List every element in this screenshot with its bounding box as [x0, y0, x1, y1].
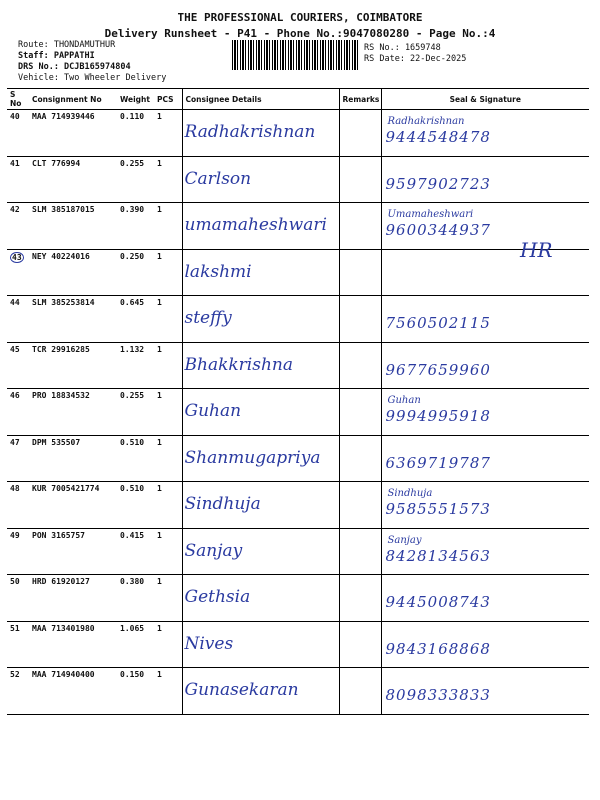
company-title: THE PROFESSIONAL COURIERS, COIMBATORE — [177, 11, 423, 24]
cell-sno: 42 — [7, 203, 29, 250]
table-row — [7, 621, 589, 668]
cell-consignment: PON 3165757 — [29, 528, 117, 575]
cell-remarks — [339, 203, 381, 250]
col-signature: Seal & Signature — [381, 89, 589, 110]
cell-pcs: 1 — [154, 296, 182, 343]
cell-signature — [381, 435, 589, 482]
cell-sno: 47 — [7, 435, 29, 482]
consignee-name: Carlson — [184, 168, 252, 189]
consignee-name: umamaheshwari — [184, 215, 327, 235]
table-row — [7, 482, 589, 529]
consignee-name: Bhakkrishna — [184, 354, 293, 375]
table-row — [7, 528, 589, 575]
recipient-phone: 9597902723 — [385, 174, 491, 193]
cell-signature — [381, 110, 589, 157]
cell-pcs: 1 — [154, 156, 182, 203]
cell-weight: 1.132 — [117, 342, 154, 389]
cell-consignee — [182, 342, 339, 389]
cell-weight: 0.250 — [117, 249, 154, 296]
table-row — [7, 575, 589, 622]
cell-remarks — [339, 110, 381, 157]
cell-pcs: 1 — [154, 575, 182, 622]
consignee-name: Shanmugapriya — [184, 447, 321, 468]
cell-sno: 45 — [7, 342, 29, 389]
col-sno: S No — [7, 89, 29, 110]
cell-remarks — [339, 575, 381, 622]
cell-weight: 0.390 — [117, 203, 154, 250]
cell-remarks — [339, 296, 381, 343]
col-pcs: PCS — [154, 89, 182, 110]
signature: Sanjay — [387, 534, 422, 546]
cell-pcs: 1 — [154, 389, 182, 436]
recipient-phone: 6369719787 — [385, 453, 491, 472]
cell-remarks — [339, 528, 381, 575]
table-row — [7, 110, 589, 157]
cell-weight: 0.510 — [117, 435, 154, 482]
cell-consignment: TCR 29916285 — [29, 342, 117, 389]
col-consignment: Consignment No — [29, 89, 117, 110]
cell-pcs: 1 — [154, 203, 182, 250]
table-row — [7, 203, 589, 250]
cell-sno: 50 — [7, 575, 29, 622]
cell-weight: 0.645 — [117, 296, 154, 343]
recipient-phone: 9444548478 — [385, 128, 491, 146]
cell-sno: 46 — [7, 389, 29, 436]
cell-consignment: SLM 385253814 — [29, 296, 117, 343]
cell-weight: 0.415 — [117, 528, 154, 575]
vehicle-label: Vehicle: Two Wheeler Delivery — [18, 73, 167, 83]
recipient-phone: 9677659960 — [385, 360, 491, 379]
cell-consignee — [182, 203, 339, 250]
cell-sno: 44 — [7, 296, 29, 343]
cell-consignee — [182, 668, 339, 715]
cell-weight: 0.380 — [117, 575, 154, 622]
cell-remarks — [339, 156, 381, 203]
table-header-row — [7, 89, 589, 110]
cell-sno: 51 — [7, 621, 29, 668]
recipient-phone: 8428134563 — [385, 546, 491, 565]
cell-sno: 48 — [7, 482, 29, 529]
recipient-phone: 9585551573 — [385, 500, 491, 518]
cell-remarks — [339, 249, 381, 296]
cell-weight: 0.510 — [117, 482, 154, 529]
drs-label: DRS No.: DCJB165974804 — [18, 62, 131, 72]
consignee-name: Guhan — [184, 401, 242, 421]
cell-consignee — [182, 296, 339, 343]
recipient-phone: 9843168868 — [385, 639, 491, 658]
cell-signature — [381, 296, 589, 343]
rs-date: RS Date: 22-Dec-2025 — [364, 54, 467, 64]
cell-pcs: 1 — [154, 342, 182, 389]
cell-consignee — [182, 528, 339, 575]
cell-sno: 49 — [7, 528, 29, 575]
cell-pcs: 1 — [154, 435, 182, 482]
cell-remarks — [339, 621, 381, 668]
consignee-name: lakshmi — [184, 261, 252, 282]
table-row — [7, 389, 589, 436]
cell-consignment: CLT 776994 — [29, 156, 117, 203]
recipient-phone: 9994995918 — [385, 407, 491, 425]
signature: Sindhuja — [387, 488, 433, 499]
cell-consignee — [182, 389, 339, 436]
table-row — [7, 342, 589, 389]
table-row — [7, 435, 589, 482]
cell-consignee — [182, 249, 339, 296]
cell-signature — [381, 156, 589, 203]
col-remarks: Remarks — [339, 89, 381, 110]
cell-signature — [381, 389, 589, 436]
cell-consignee — [182, 156, 339, 203]
table-row — [7, 668, 589, 715]
consignee-name: Radhakrishnan — [184, 122, 316, 142]
rs-no: RS No.: 1659748 — [364, 43, 441, 53]
signature: Radhakrishnan — [387, 116, 465, 127]
route-label: Route: THONDAMUTHUR — [18, 40, 116, 50]
cell-consignment: MAA 714940400 — [29, 668, 117, 715]
cell-pcs: 1 — [154, 621, 182, 668]
cell-weight: 0.255 — [117, 389, 154, 436]
cell-consignment: MAA 713401980 — [29, 621, 117, 668]
consignee-name: Sanjay — [184, 540, 243, 561]
recipient-phone: 9445008743 — [385, 593, 491, 611]
consignee-name: Gunasekaran — [184, 680, 299, 700]
cell-consignment: DPM 535507 — [29, 435, 117, 482]
cell-weight: 0.110 — [117, 110, 154, 157]
cell-sno: 41 — [7, 156, 29, 203]
staff-label: Staff: PAPPATHI — [18, 51, 95, 61]
cell-signature — [381, 528, 589, 575]
cell-consignee — [182, 482, 339, 529]
signature: Guhan — [387, 395, 421, 406]
cell-consignment: NEY 40224016 — [29, 249, 117, 296]
cell-weight: 0.150 — [117, 668, 154, 715]
table-row — [7, 249, 589, 296]
cell-signature — [381, 668, 589, 715]
cell-consignee — [182, 435, 339, 482]
cell-signature — [381, 621, 589, 668]
cell-sno — [7, 249, 29, 296]
cell-pcs: 1 — [154, 528, 182, 575]
cell-weight: 1.065 — [117, 621, 154, 668]
cell-remarks — [339, 342, 381, 389]
cell-remarks — [339, 482, 381, 529]
table-row — [7, 156, 589, 203]
cell-consignee — [182, 110, 339, 157]
consignee-name: Sindhuja — [184, 494, 261, 514]
cell-signature — [381, 342, 589, 389]
cell-signature — [381, 575, 589, 622]
cell-consignment: MAA 714939446 — [29, 110, 117, 157]
cell-remarks — [339, 435, 381, 482]
cell-pcs: 1 — [154, 668, 182, 715]
cell-consignee — [182, 575, 339, 622]
cell-signature — [381, 249, 589, 296]
handwritten-note: HR — [520, 238, 553, 262]
runsheet-subtitle: Delivery Runsheet - P41 - Phone No.:9047080280 - Page No.:4 — [104, 27, 496, 40]
cell-pcs: 1 — [154, 249, 182, 296]
cell-sno: 40 — [7, 110, 29, 157]
recipient-phone: 7560502115 — [385, 314, 491, 332]
consignee-name: steffy — [184, 308, 232, 328]
col-consignee: Consignee Details — [182, 89, 339, 110]
cell-consignment: HRD 61920127 — [29, 575, 117, 622]
cell-signature — [381, 482, 589, 529]
table-row — [7, 296, 589, 343]
recipient-phone: 9600344937 — [385, 221, 491, 239]
consignee-name: Nives — [184, 633, 234, 654]
col-weight: Weight — [117, 89, 154, 110]
sno-circle: 43 — [12, 252, 22, 262]
cell-consignee — [182, 621, 339, 668]
cell-consignment: PRO 18834532 — [29, 389, 117, 436]
cell-consignment: KUR 7005421774 — [29, 482, 117, 529]
barcode — [232, 40, 360, 70]
cell-remarks — [339, 668, 381, 715]
consignee-name: Gethsia — [184, 587, 251, 607]
recipient-phone: 8098333833 — [385, 686, 491, 704]
cell-signature — [381, 203, 589, 250]
cell-pcs: 1 — [154, 110, 182, 157]
cell-sno: 52 — [7, 668, 29, 715]
cell-consignment: SLM 385187015 — [29, 203, 117, 250]
cell-pcs: 1 — [154, 482, 182, 529]
signature: Umamaheshwari — [387, 209, 474, 220]
runsheet-table — [7, 88, 589, 715]
cell-remarks — [339, 389, 381, 436]
cell-weight: 0.255 — [117, 156, 154, 203]
